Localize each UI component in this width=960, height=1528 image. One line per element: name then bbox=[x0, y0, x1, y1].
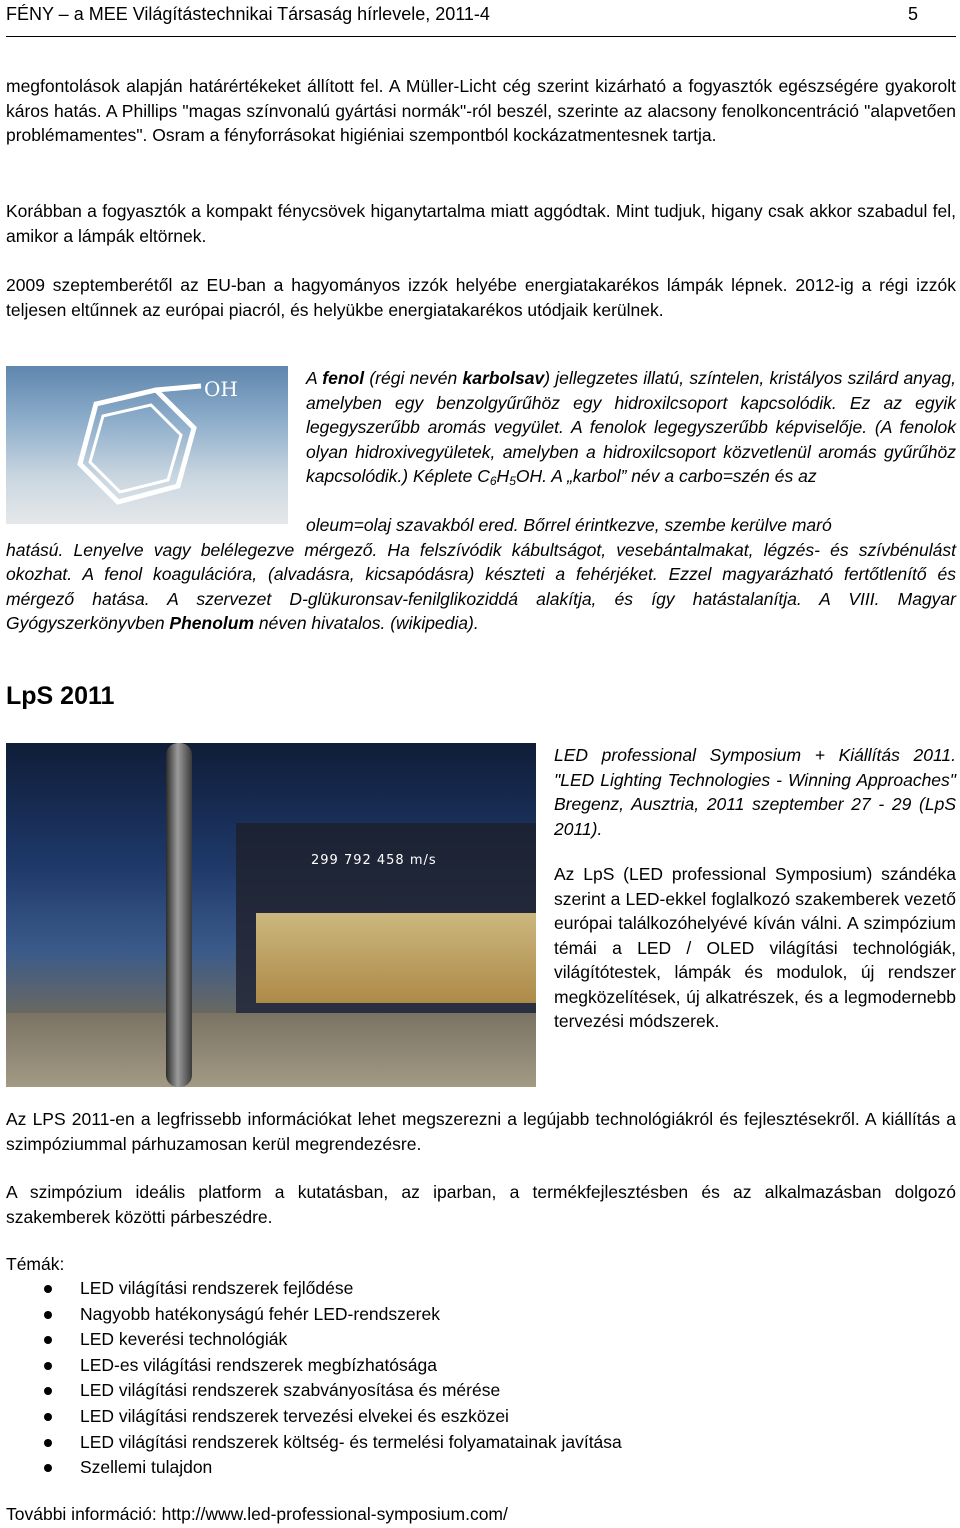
list-item: LED világítási rendszerek költség- és termelési folyamatainak javítása bbox=[6, 1430, 622, 1456]
list-item: LED-es világítási rendszerek megbízhatósága bbox=[6, 1353, 622, 1379]
bullet-icon bbox=[44, 1413, 52, 1421]
more-info-link[interactable]: További információ: http://www.led-professional-symposium.com/ bbox=[6, 1504, 508, 1524]
list-item: LED világítási rendszerek fejlődése bbox=[6, 1276, 622, 1302]
list-item: LED világítási rendszerek szabványosítása és mérése bbox=[6, 1378, 622, 1404]
building-sign: 299 792 458 m/s bbox=[311, 853, 437, 868]
paragraph-eu-ban: 2009 szeptemberétől az EU-ban a hagyományos izzók helyébe energiatakarékos lámpák lépnek. 2012-ig a régi izzók teljesen eltűnnek az európai piacról, és helyükbe energiatakarékos utódjaik kerülnek. bbox=[6, 275, 956, 320]
list-item: LED világítási rendszerek tervezési elvekei és eszközei bbox=[6, 1404, 622, 1430]
lps-description: Az LpS (LED professional Symposium) szándéka szerint a LED-ekkel foglalkozó szakemberek vezető európai találkozóhelyévé kíván válni. A szimpózium témái a LED / OLED világítási technológiák, világítótestek, lámpák és modulok, új rendszer megközelítések, új alkatrészek, és a legmodernebb tervezési módszerek. bbox=[554, 864, 956, 1031]
bullet-icon bbox=[44, 1336, 52, 1344]
newsletter-title: FÉNY – a MEE Világítástechnikai Társaság hírlevele, 2011-4 bbox=[6, 4, 490, 24]
bullet-icon bbox=[44, 1285, 52, 1293]
paragraph-lps-info: Az LPS 2011-en a legfrissebb információkat lehet megszerezni a legújabb technológiákról és fejlesztésekről. A kiállítás a szimpóziummal párhuzamosan kerül megrendezésre. bbox=[6, 1109, 956, 1154]
oh-label: OH bbox=[204, 377, 238, 401]
sculpture-pole bbox=[166, 743, 192, 1087]
phenol-description: A fenol (régi nevén karbolsav) jellegzetes illatú, színtelen, kristályos szilárd anyag, amelyben egy benzolgyűrűhöz egy hidroxilcsoport kapcsolódik. Ez az egyik legegyszerűbb aromás vegyület. A fenolok legegyszerűbb képviselője. (A fenolok olyan hidroxivegyületek, amelyben a hidroxilcsoport közvetlenül aromás gyűrűhöz kapcsolódik.) Képlete $C_6H_5OH$. A „karbol” név a carbo=szén és az bbox=[306, 368, 956, 488]
page-number: 5 bbox=[907, 4, 918, 24]
paragraph-mercury: Korábban a fogyasztók a kompakt fénycsövek higanytartalma miatt aggódtak. Mint tudjuk, higany csak akkor szabadul fel, amikor a lámpák eltörnek. bbox=[6, 201, 956, 246]
topics-list bbox=[6, 1276, 622, 1481]
list-item: LED keverési technológiák bbox=[6, 1327, 622, 1353]
bullet-icon bbox=[44, 1311, 52, 1319]
bullet-icon bbox=[44, 1387, 52, 1395]
header-rule bbox=[6, 36, 956, 37]
bullet-icon bbox=[44, 1362, 52, 1370]
lit-glass-facade bbox=[256, 913, 536, 1003]
phenol-structure-image bbox=[6, 366, 288, 524]
paragraph-platform: A szimpózium ideális platform a kutatásban, az iparban, a termékfejlesztésben és az alkalmazásban dolgozó szakemberek közötti párbeszédre. bbox=[6, 1182, 956, 1227]
lps-intro: LED professional Symposium + Kiállítás 2011. "LED Lighting Technologies - Winning Approaches" Bregenz, Ausztria, 2011 szeptember 27 - 29 (LpS 2011). bbox=[554, 745, 956, 839]
list-item: Nagyobb hatékonyságú fehér LED-rendszerek bbox=[6, 1302, 622, 1328]
bullet-icon bbox=[44, 1439, 52, 1447]
section-title-lps: LpS 2011 bbox=[6, 682, 115, 710]
paragraph-limits: megfontolások alapján határértékeket állított fel. A Müller-Licht cég szerint kizárható a fogyasztók egészségére gyakorolt káros hatás. A Phillips "magas színvonalú gyártási normák"-ról beszél, szerinte az alacsony fenolkoncentráció "alapvetően problémamentes". Osram a fényforrásokat higiéniai szempontból kockázatmentesnek tartja. bbox=[6, 76, 956, 145]
phenol-description-continued: oleum=olaj szavakból ered. Bőrrel érintkezve, szembe kerülve maró hatású. Lenyelve vagy belélegezve mérgező. Ha felszívódik kábultságot, vesebántalmakat, légzés- és szívbénulást okozhat. A fenol koagulációra, (alvadásra, kicsapódásra) készteti a fehérjéket. Ezzel magyarázható fertőtlenítő és mérgező hatása. A szervezet D-glükuronsav-fenilglikoziddá alakítja, és így hatástalanítja. A VIII. Magyar Gyógyszerkönyvben Phenolum néven hivatalos. (wikipedia). bbox=[6, 515, 956, 633]
topics-label: Témák: bbox=[6, 1254, 65, 1274]
page-header bbox=[6, 4, 956, 32]
list-item: Szellemi tulajdon bbox=[6, 1455, 622, 1481]
plaza-ground bbox=[6, 1013, 536, 1087]
term-phenolum: Phenolum bbox=[169, 613, 255, 633]
benzene-ring-icon bbox=[6, 366, 288, 524]
bullet-icon bbox=[44, 1464, 52, 1472]
lps-venue-photo bbox=[6, 743, 536, 1087]
term-fenol: fenol bbox=[322, 368, 365, 388]
term-karbolsav: karbolsav bbox=[462, 368, 545, 388]
